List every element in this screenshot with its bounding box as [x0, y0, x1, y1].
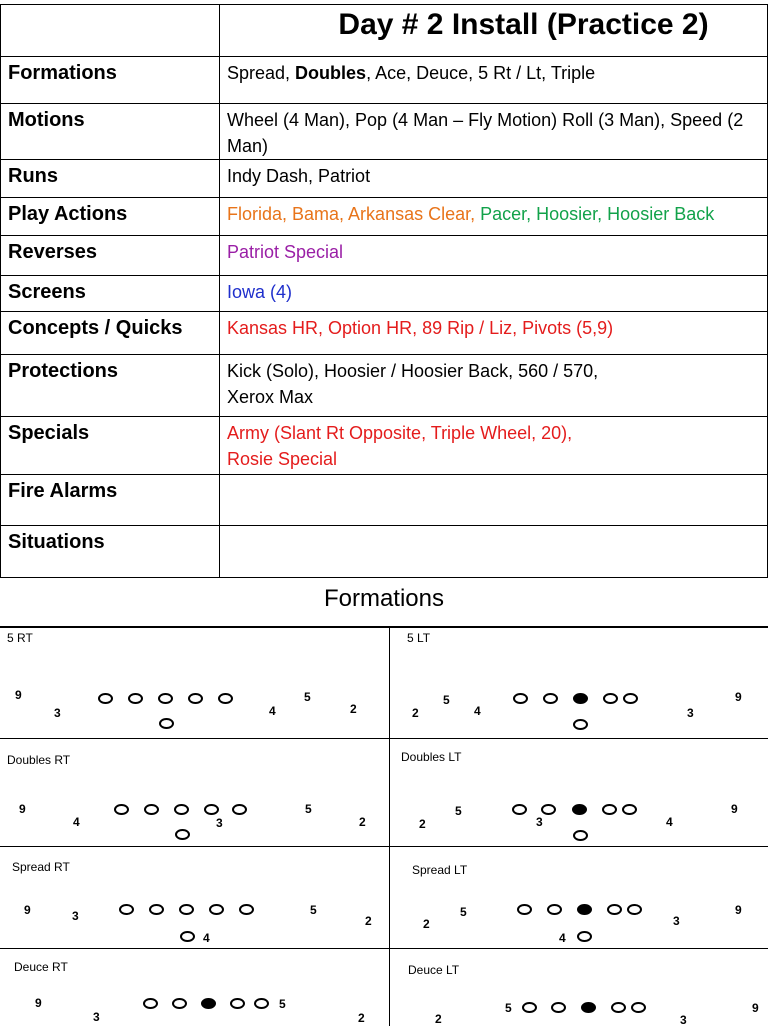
row-value: Patriot Special: [220, 236, 768, 276]
protections-line-2: Xerox Max: [227, 387, 314, 407]
lineman-circle: [209, 904, 224, 915]
table-row-screens: [1, 276, 768, 312]
header-blank-cell: [1, 5, 220, 57]
table-row-fire-alarms: [1, 475, 768, 526]
quarterback-circle: [159, 718, 174, 729]
row-value: Kansas HR, Option HR, 89 Rip / Liz, Pivots (5,9): [220, 312, 768, 355]
lineman-circle: [607, 904, 622, 915]
player-number: 9: [735, 903, 742, 917]
formation-cell-deuce-lt: [389, 949, 768, 1026]
lineman-circle: [119, 904, 134, 915]
table-row-situations: [1, 526, 768, 578]
center-circle: [573, 693, 588, 704]
lineman-circle: [541, 804, 556, 815]
lineman-circle: [522, 1002, 537, 1013]
player-number: 9: [752, 1001, 759, 1015]
play-actions-green: Pacer, Hoosier, Hoosier Back: [480, 204, 715, 224]
table-row-formations: [1, 57, 768, 104]
quarterback-circle: [573, 830, 588, 841]
lineman-circle: [551, 1002, 566, 1013]
center-circle: [201, 998, 216, 1009]
lineman-circle: [623, 693, 638, 704]
lineman-circle: [622, 804, 637, 815]
quarterback-circle: [180, 931, 195, 942]
player-number: 4: [269, 704, 276, 718]
quarterback-circle: [573, 719, 588, 730]
lineman-circle: [144, 804, 159, 815]
install-table: [0, 4, 768, 578]
row-label: Specials: [1, 417, 220, 475]
center-circle: [179, 904, 194, 915]
row-value: [220, 198, 768, 236]
lineman-circle: [114, 804, 129, 815]
row-label: Motions: [1, 104, 220, 160]
player-number: 9: [35, 996, 42, 1010]
formations-part-3: , Ace, Deuce, 5 Rt / Lt, Triple: [366, 63, 596, 83]
player-number: 2: [423, 917, 430, 931]
player-number: 9: [731, 802, 738, 816]
player-number: 9: [735, 690, 742, 704]
lineman-circle: [218, 693, 233, 704]
formations-grid: [0, 626, 768, 1026]
player-number: 9: [19, 802, 26, 816]
table-row-reverses: [1, 236, 768, 276]
center-circle: [572, 804, 587, 815]
row-value: Iowa (4): [220, 276, 768, 312]
player-number: 3: [687, 706, 694, 720]
lineman-circle: [128, 693, 143, 704]
lineman-circle: [547, 904, 562, 915]
player-number: 3: [673, 914, 680, 928]
row-label: Screens: [1, 276, 220, 312]
quarterback-circle: [577, 931, 592, 942]
player-number: 9: [15, 688, 22, 702]
lineman-circle: [631, 1002, 646, 1013]
lineman-circle: [627, 904, 642, 915]
row-label: Protections: [1, 355, 220, 417]
formation-label: Doubles LT: [401, 750, 462, 764]
lineman-circle: [232, 804, 247, 815]
specials-line-2: Rosie Special: [227, 449, 338, 469]
lineman-circle: [543, 693, 558, 704]
player-number: 5: [305, 802, 312, 816]
player-number: 5: [460, 905, 467, 919]
formation-label: Doubles RT: [7, 753, 71, 767]
player-number: 2: [365, 914, 372, 928]
player-number: 3: [536, 815, 543, 829]
formation-label: Spread RT: [12, 860, 70, 874]
row-label: Play Actions: [1, 198, 220, 236]
row-value: [220, 526, 768, 578]
player-number: 3: [93, 1010, 100, 1024]
player-number: 4: [203, 931, 210, 945]
row-label: Runs: [1, 160, 220, 198]
lineman-circle: [611, 1002, 626, 1013]
player-number: 3: [216, 816, 223, 830]
lineman-circle: [254, 998, 269, 1009]
player-number: 5: [455, 804, 462, 818]
row-value: [220, 417, 768, 475]
player-number: 2: [419, 817, 426, 831]
formation-cell-doubles-rt: [0, 739, 389, 847]
player-number: 4: [73, 815, 80, 829]
lineman-circle: [517, 904, 532, 915]
player-number: 4: [559, 931, 566, 945]
lineman-circle: [143, 998, 158, 1009]
lineman-circle: [603, 693, 618, 704]
formations-part-bold: Doubles: [295, 63, 367, 83]
table-row-protections: [1, 355, 768, 417]
row-value: Wheel (4 Man), Pop (4 Man – Fly Motion) Roll (3 Man), Speed (2 Man): [220, 104, 768, 160]
table-row-play-actions: [1, 198, 768, 236]
lineman-circle: [149, 904, 164, 915]
center-circle: [581, 1002, 596, 1013]
player-number: 2: [435, 1012, 442, 1026]
row-value: [220, 57, 768, 104]
formations-heading: Formations: [323, 585, 445, 612]
lineman-circle: [204, 804, 219, 815]
page-title: Day # 2 Install (Practice 2): [338, 8, 709, 41]
lineman-circle: [512, 804, 527, 815]
table-row-runs: [1, 160, 768, 198]
player-number: 5: [505, 1001, 512, 1015]
player-number: 3: [72, 909, 79, 923]
formation-cell-spread-rt: [0, 847, 389, 949]
lineman-circle: [513, 693, 528, 704]
lineman-circle: [172, 998, 187, 1009]
row-label: Reverses: [1, 236, 220, 276]
player-number: 3: [54, 706, 61, 720]
row-label: Situations: [1, 526, 220, 578]
player-number: 9: [24, 903, 31, 917]
formation-label: Deuce RT: [14, 960, 68, 974]
player-number: 4: [666, 815, 673, 829]
formation-cell-5-rt: [0, 628, 389, 739]
row-value: [220, 355, 768, 417]
formation-label: Deuce LT: [408, 963, 460, 977]
center-circle: [158, 693, 173, 704]
lineman-circle: [98, 693, 113, 704]
center-circle: [174, 804, 189, 815]
player-number: 2: [350, 702, 357, 716]
formation-label: Spread LT: [412, 863, 468, 877]
formation-cell-spread-lt: [389, 847, 768, 949]
row-value: [220, 475, 768, 526]
table-row-specials: [1, 417, 768, 475]
table-row-motions: [1, 104, 768, 160]
player-number: 2: [412, 706, 419, 720]
center-circle: [577, 904, 592, 915]
row-label: Formations: [1, 57, 220, 104]
protections-line-1: Kick (Solo), Hoosier / Hoosier Back, 560 / 570,: [227, 361, 599, 381]
player-number: 5: [443, 693, 450, 707]
quarterback-circle: [175, 829, 190, 840]
player-number: 5: [310, 903, 317, 917]
lineman-circle: [239, 904, 254, 915]
formation-label: 5 LT: [407, 631, 431, 645]
lineman-circle: [230, 998, 245, 1009]
lineman-circle: [602, 804, 617, 815]
row-label: Fire Alarms: [1, 475, 220, 526]
player-number: 2: [358, 1011, 365, 1025]
formation-cell-deuce-rt: [0, 949, 389, 1026]
player-number: 3: [680, 1013, 687, 1026]
formations-part-1: Spread,: [227, 63, 296, 83]
specials-line-1: Army (Slant Rt Opposite, Triple Wheel, 20),: [227, 423, 573, 443]
header-title-cell: [220, 5, 768, 57]
table-row-concepts: [1, 312, 768, 355]
row-label: Concepts / Quicks: [1, 312, 220, 355]
player-number: 2: [359, 815, 366, 829]
player-number: 5: [304, 690, 311, 704]
player-number: 4: [474, 704, 481, 718]
formation-cell-doubles-lt: [389, 739, 768, 847]
play-actions-orange: Florida, Bama, Arkansas Clear,: [227, 204, 481, 224]
lineman-circle: [188, 693, 203, 704]
row-value: Indy Dash, Patriot: [220, 160, 768, 198]
formation-cell-5-lt: [389, 628, 768, 739]
formation-label: 5 RT: [7, 631, 33, 645]
player-number: 5: [279, 997, 286, 1011]
table-header-row: [1, 5, 768, 57]
